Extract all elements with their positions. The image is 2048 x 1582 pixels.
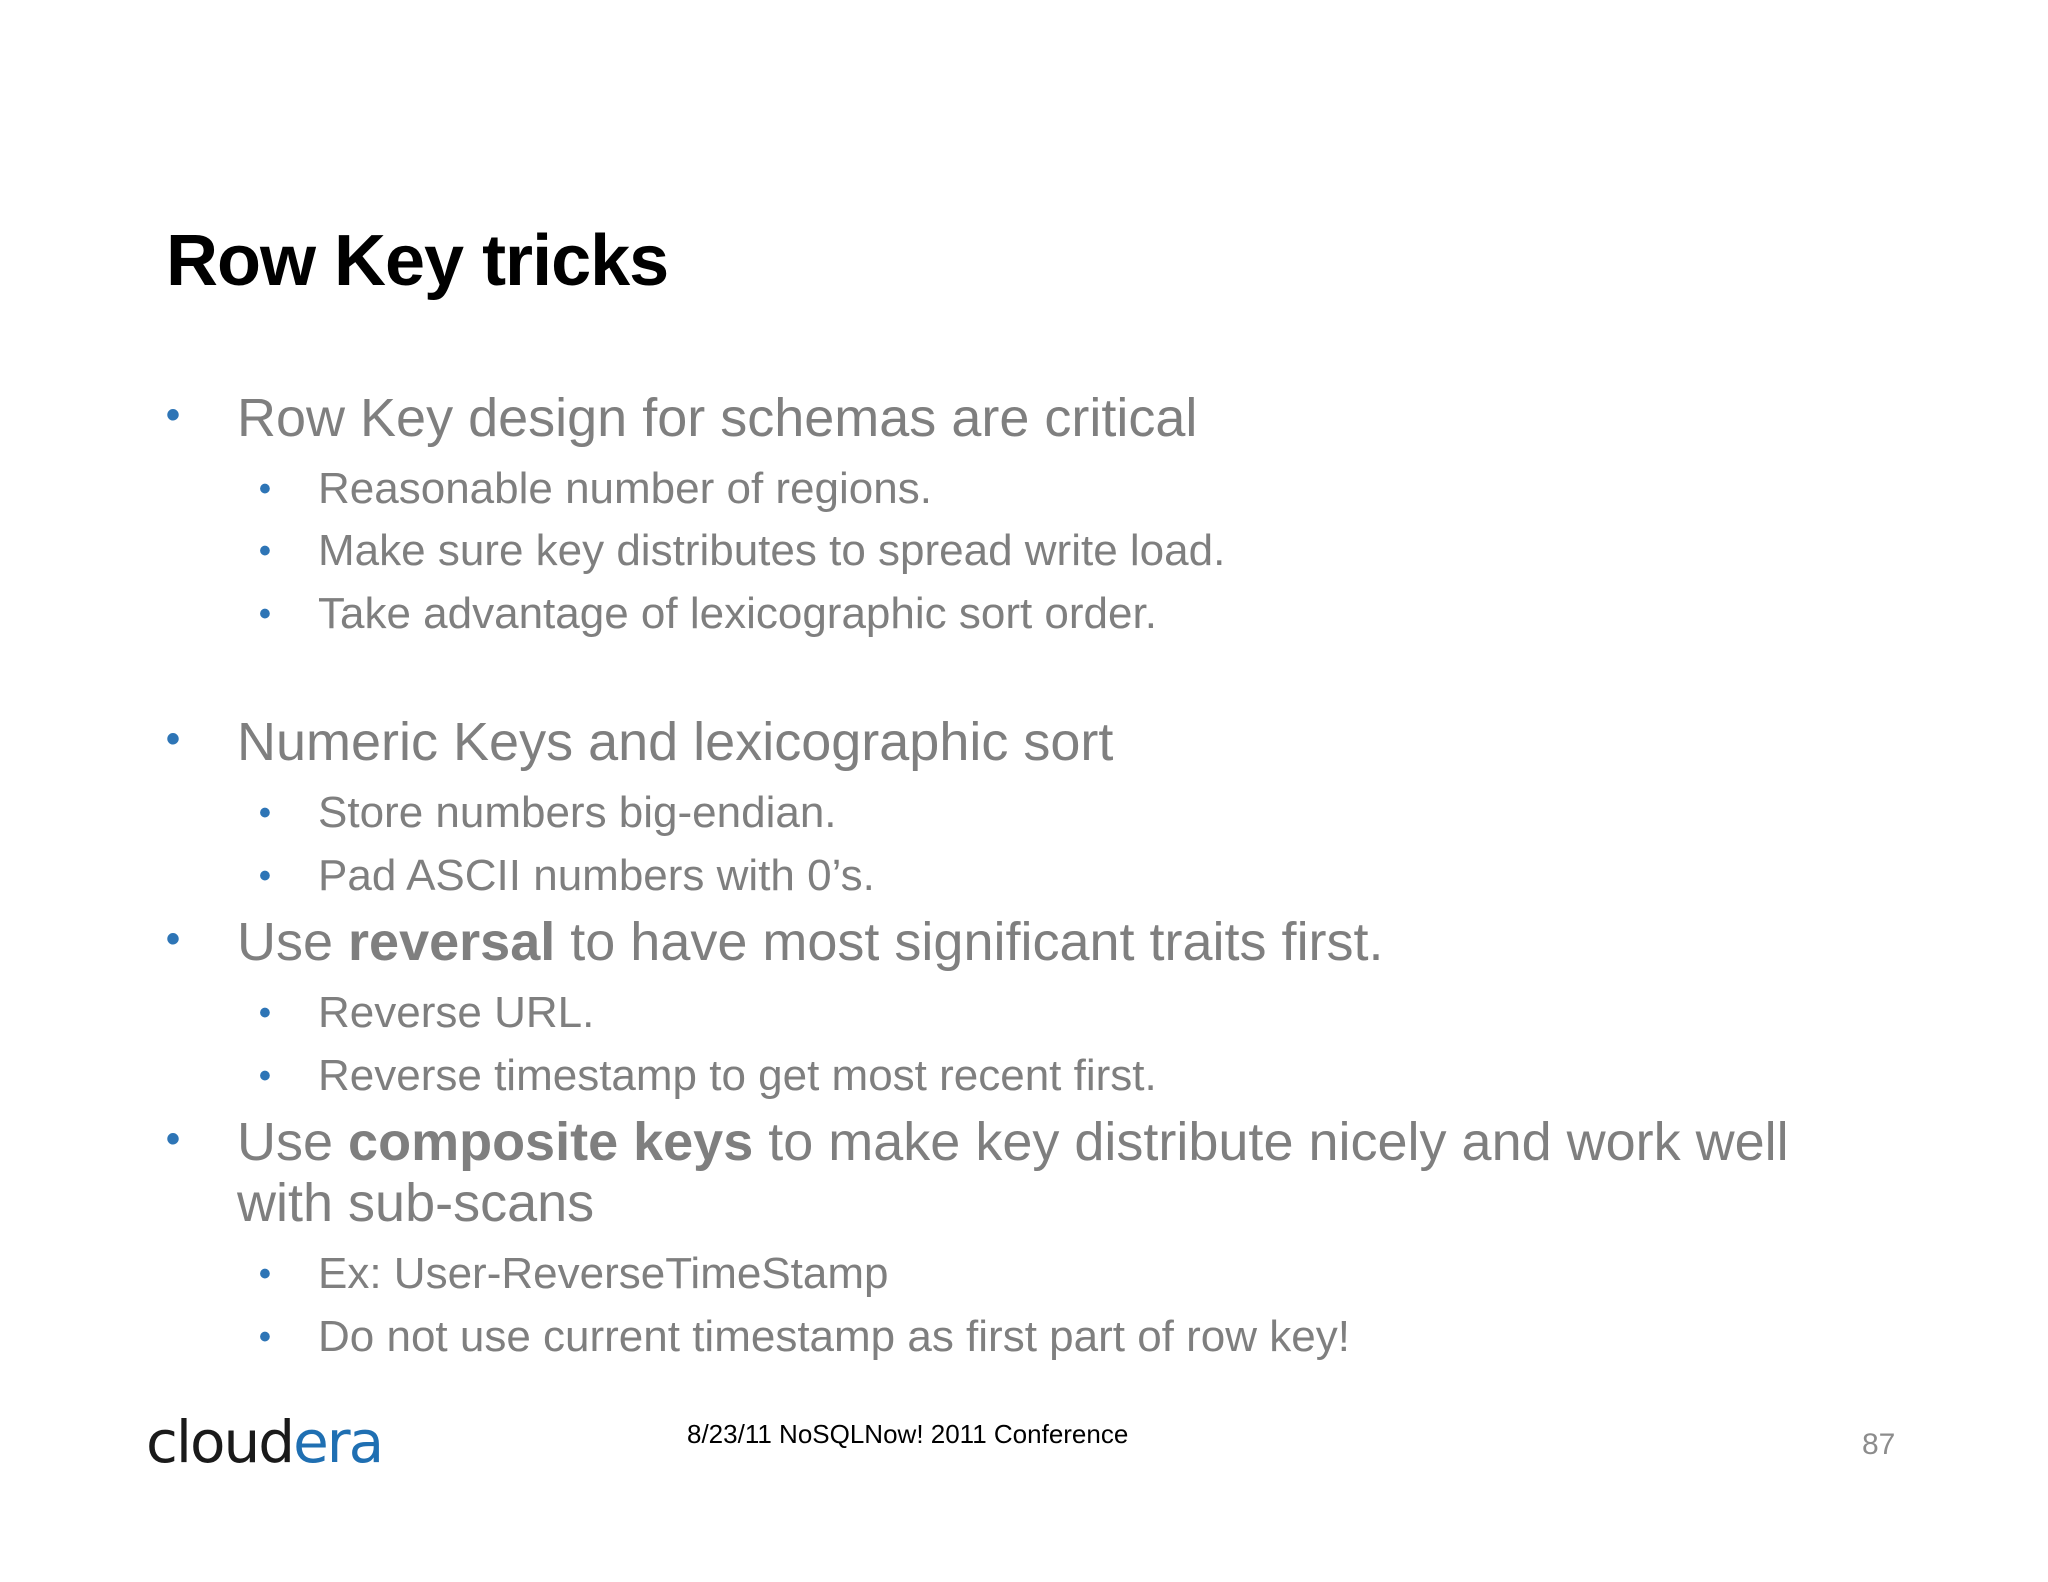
bullet-4: • Use composite keys to make key distribute nicely and work well bbox=[166, 1112, 1789, 1172]
bullet-dot-icon: • bbox=[259, 794, 271, 832]
bullet-3-sub-2: • Reverse timestamp to get most recent first. bbox=[259, 1051, 1157, 1100]
bullet-4-sub-2: • Do not use current timestamp as first part of row key! bbox=[259, 1312, 1350, 1361]
bullet-3: • Use reversal to have most significant traits first. bbox=[166, 912, 1384, 972]
cloudera-logo: cloudera bbox=[146, 1408, 383, 1476]
bullet-dot-icon: • bbox=[259, 1057, 271, 1095]
bullet-1-sub-2: • Make sure key distributes to spread write load. bbox=[259, 526, 1226, 575]
bullet-dot-icon: • bbox=[166, 1117, 181, 1161]
page-number: 87 bbox=[1862, 1428, 1896, 1461]
bullet-dot-icon: • bbox=[166, 717, 181, 761]
bullet-2-sub-1: • Store numbers big-endian. bbox=[259, 788, 837, 837]
bullet-dot-icon: • bbox=[259, 857, 271, 895]
bullet-dot-icon: • bbox=[259, 1255, 271, 1293]
bullet-1-sub-3: • Take advantage of lexicographic sort order. bbox=[259, 589, 1157, 638]
bullet-dot-icon: • bbox=[259, 994, 271, 1032]
slide-title: Row Key tricks bbox=[166, 221, 669, 301]
bullet-4-sub-1: • Ex: User-ReverseTimeStamp bbox=[259, 1249, 889, 1298]
bullet-dot-icon: • bbox=[259, 532, 271, 570]
bullet-dot-icon: • bbox=[166, 917, 181, 961]
bullet-dot-icon: • bbox=[259, 595, 271, 633]
bullet-dot-icon: • bbox=[259, 470, 271, 508]
bullet-4-line-2: with sub-scans bbox=[237, 1173, 595, 1233]
bullet-2 bbox=[166, 711, 1114, 773]
footer-date-conference: 8/23/11 NoSQLNow! 2011 Conference bbox=[687, 1419, 1129, 1449]
bullet-dot-icon: • bbox=[259, 1318, 271, 1356]
bullet-1-sub-1: • Reasonable number of regions. bbox=[259, 464, 932, 513]
bullet-1-text: Row Key design for schemas are critical bbox=[237, 388, 1198, 448]
bullet-2-sub-2: • Pad ASCII numbers with 0’s. bbox=[259, 851, 875, 900]
bullet-1 bbox=[166, 387, 1198, 449]
bullet-2-text: Numeric Keys and lexicographic sort bbox=[237, 712, 1114, 772]
bullet-dot-icon: • bbox=[166, 393, 181, 437]
bullet-3-sub-1: • Reverse URL. bbox=[259, 988, 595, 1037]
